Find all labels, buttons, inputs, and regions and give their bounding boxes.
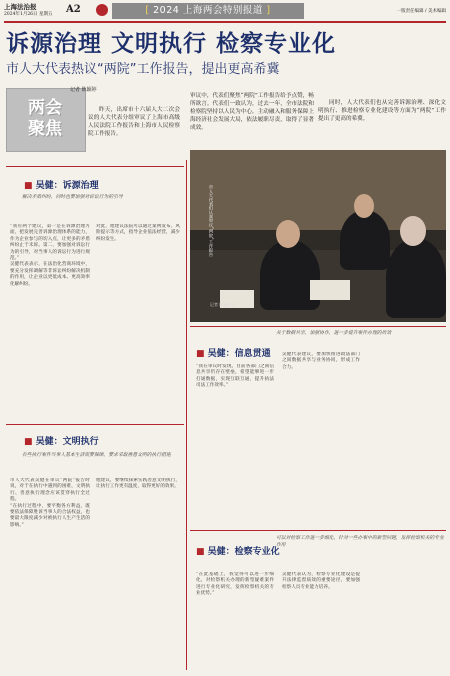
section-2-body-col-1: 市人大代表吴健在审议“两院”报告时说，对于在执行中遇到的困难，文明执行、善意执行理念应该贯穿执行全过程。 “在执行过程中，要平衡各方利益，既要依法保障胜诉当事人的合法权益，也要最大限度减少对被执行人生产生活的影响。” xyxy=(10,478,90,528)
masthead xyxy=(4,3,446,20)
issue-date: 2024年1月26日 星期五 xyxy=(4,12,53,17)
page-label: A2 xyxy=(66,4,81,15)
lead-paragraph-2: 审议中，代表们聚焦“两院”工作报告给予点赞，畅所欲言。代表们一致认为，过去一年，全市法院和检察院坚持以人民为中心，主动融入和服务保障上海经济社会发展大局，依法履职尽责，取得了显著成效。 xyxy=(190,93,314,131)
lead-paragraph-1: 昨天，出席市十六届人大二次会议的人大代表分组审议了上海市高级人民法院工作报告和上海市人民检察院工作报告。 xyxy=(88,107,180,137)
section-divider xyxy=(190,326,446,327)
section-1-pullquote: 解决矛盾纠纷，同时也要加强对诉讼行为的引导 xyxy=(22,195,123,200)
section-4-body-col-2: 吴健代表认为，检察专业化建设是提升法律监督质效的重要途径，要加强检察人员专业能力培养。 xyxy=(282,572,360,590)
editor-credit: 一版责任编辑 / 美术编辑 xyxy=(396,9,446,14)
section-4-body-col-1: “在此基础上，我觉得可以进一步细化，对检察机关办理的新型疑难案件进行专业化研究，发挥检察机关的专业优势。” xyxy=(196,572,274,597)
meeting-photo xyxy=(190,150,446,322)
section-3-body-col-2: 吴健代表建议，要加快推进政法部门之间数据共享与业务协同，形成工作合力。 xyxy=(282,352,360,370)
section-3-title: ■ 吴健：信息贯通 xyxy=(196,349,271,359)
national-emblem-icon xyxy=(96,4,108,16)
photo-credit: 记者 陈颖婷 摄 xyxy=(210,302,237,307)
tag-line-2: 聚焦 xyxy=(28,119,62,139)
section-1-body-col-2: 对此，他建议法院可以通过案例发布、风险提示等方式，指导企业依法经营，减少纠纷发生。 xyxy=(96,224,180,242)
section-1-body-col-1: “我有两个建议，第一是在诉源治理方面，把发展完善诉源治理体系的能力，作为企业参与的切入点，让更多的矛盾纠纷止于未诉。第二，要加强对诉讼行为的引导，对当事人的诉讼行为进行规范。” 吴健代表表示，在法治化营商环境中，要充分发挥调解等非诉讼纠纷解决机制的作用，让企业以更低成本、更高效率化解纠纷。 xyxy=(10,224,90,287)
section-3-body-col-3 xyxy=(368,346,446,524)
section-2-pullquote: 有些执行案件当事人基本生活需要保障，要求采取善意文明的执行措施 xyxy=(22,453,171,458)
column-rule xyxy=(186,160,187,670)
section-1-title: ■ 吴健：诉源治理 xyxy=(24,181,99,191)
section-divider xyxy=(6,424,184,425)
section-divider xyxy=(6,166,184,167)
section-3-body-col-1: “我在审议时发现，目前各部门之间信息共享仍存在壁垒，希望能够进一步打通数据，实现互联互通，提升执法司法工作效率。” xyxy=(196,364,274,389)
header-rule xyxy=(4,21,446,23)
section-4-pullquote: 可以对检察工作进一步细化，针对一些办案中的新型问题，发挥检察机关的专业作用 xyxy=(276,536,444,548)
section-tag xyxy=(10,98,80,140)
banner-title: 2024 上海两会特别报道 xyxy=(153,5,263,16)
byline: 记者 陈颖婷 xyxy=(70,87,97,93)
section-4-title: ■ 吴健：检察专业化 xyxy=(196,547,280,557)
section-2-body-col-2: 他建议，要继续探索实践善意文明执行，让执行工作更有温度，取得更好的效果。 xyxy=(96,478,180,490)
lead-paragraph-3: 同时，人大代表们也从完善诉源治理、深化文明执行、推进检察专业化建设等方面为“两院”工作提出了更高的希冀。 xyxy=(318,100,446,122)
section-divider xyxy=(190,530,446,531)
subheadline: 市人大代表热议“两院”工作报告，提出更高希冀 xyxy=(6,62,280,77)
tag-line-1: 两会 xyxy=(28,98,62,118)
paper-name: 上海法治报 xyxy=(4,3,37,11)
headline: 诉源治理 文明执行 检察专业化 xyxy=(6,31,337,57)
section-4-body-col-3 xyxy=(368,572,446,670)
photo-caption: 市人大代表们认真审议“两院”工作报告 xyxy=(209,185,214,257)
special-report-banner: [ 2024 上海两会特别报道 ] xyxy=(112,3,304,19)
section-2-title: ■ 吴健：文明执行 xyxy=(24,437,99,447)
section-3-pullquote: 关于数据共享，加强协作，进一步提升案件办理的质效 xyxy=(276,331,392,336)
